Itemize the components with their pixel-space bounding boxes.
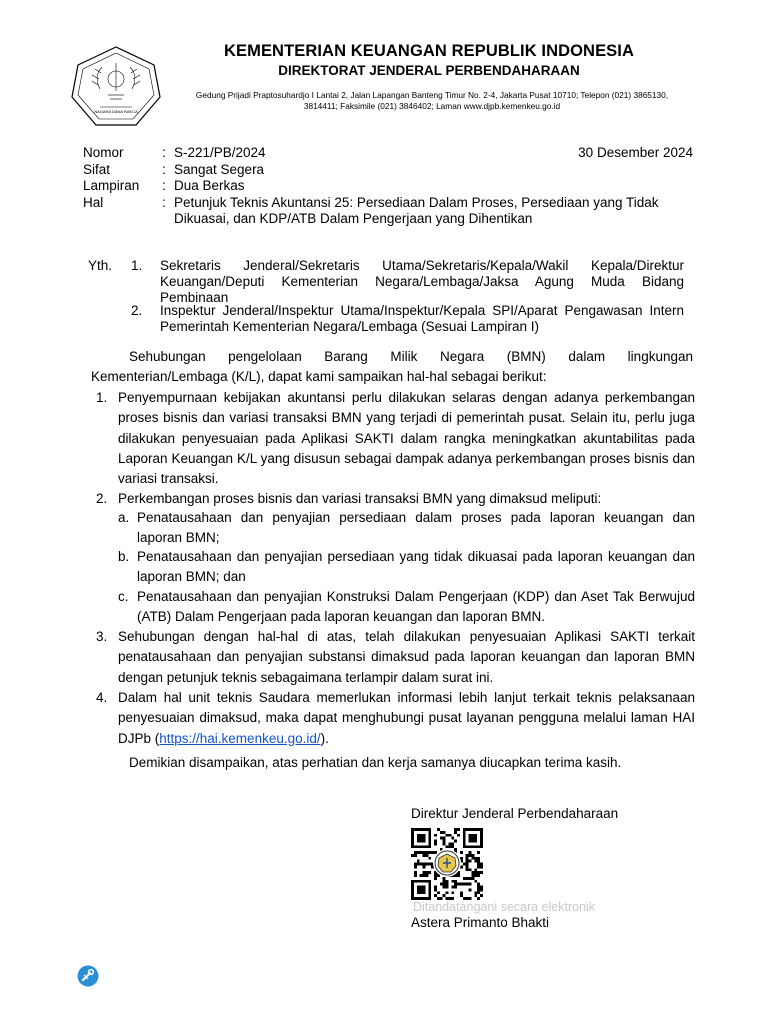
body-item-3: Sehubungan dengan hal-hal di atas, telah dilakukan penyesuaian Aplikasi SAKTI terkait penatausahaan dan penyajian substansi dimaksud pada laporan keuangan dan laporan BMN dengan petunjuk teknis sebagaimana terlampir dalam surat ini.: [118, 629, 695, 685]
meta-sifat-label: Sifat: [83, 162, 111, 177]
item-4-text: Dalam hal unit teknis Saudara memerlukan informasi lebih lanjut terkait teknis pelaksanaan penyesuaian dimaksud, maka dapat menghubungi pusat layanan pengguna melalui laman HAI DJPb (: [118, 690, 695, 746]
list-number: 3.: [96, 629, 108, 644]
meta-colon: :: [162, 145, 166, 160]
meta-hal-label: Hal: [83, 195, 104, 210]
sublist-letter: b.: [118, 549, 130, 564]
body-closing: Demikian disampaikan, atas perhatian dan kerja samanya diucapkan terima kasih.: [129, 755, 622, 770]
letter-date: 30 Desember 2024: [578, 145, 693, 160]
recipients-prefix: Yth.: [88, 258, 113, 273]
logo-motto: NAGARA DANA RAKCA: [94, 109, 138, 114]
kemenkeu-logo: [70, 45, 162, 127]
meta-colon: :: [162, 178, 166, 193]
directorate-name: DIREKTORAT JENDERAL PERBENDAHARAAN: [278, 63, 580, 78]
body-subitem-a: Penatausahaan dan penyajian persediaan dalam proses pada laporan keuangan dan laporan BMN;: [137, 510, 695, 546]
document-badge-icon: [77, 965, 99, 987]
body-item-2: Perkembangan proses bisnis dan variasi transaksi BMN yang dimaksud meliputi:: [118, 491, 602, 506]
meta-nomor-label: Nomor: [83, 145, 124, 160]
list-number: 2.: [96, 491, 108, 506]
letterhead-address: [172, 90, 692, 112]
item-4-text-end: ).: [320, 730, 329, 746]
meta-colon: :: [162, 195, 166, 210]
meta-nomor-value: S-221/PB/2024: [174, 145, 266, 160]
meta-lampiran-label: Lampiran: [83, 178, 140, 193]
list-number: 1.: [96, 390, 108, 405]
recipient-number: 1.: [131, 258, 143, 273]
e-signature-note: Ditandatangani secara elektronik: [413, 900, 596, 914]
body-intro: Sehubungan pengelolaan Barang Milik Negara (BMN) dalam lingkungan Kementerian/Lembaga (K/L), dapat kami sampaikan hal-hal sebagai berikut:: [91, 349, 693, 385]
ministry-name: KEMENTERIAN KEUANGAN REPUBLIK INDONESIA: [223, 42, 634, 60]
list-number: 4.: [96, 690, 108, 705]
signatory-name: Astera Primanto Bhakti: [411, 915, 550, 930]
sublist-letter: c.: [118, 589, 129, 604]
recipient-1: Sekretaris Jenderal/Sekretaris Utama/Sekretaris/Kepala/Wakil Kepala/Direktur Keuangan/Deputi Kementerian Negara/Lembaga/Jaksa Agung Muda Bidang Pembinaan: [160, 258, 684, 305]
body-item-1: Penyempurnaan kebijakan akuntansi perlu dilakukan selaras dengan adanya perkembangan proses bisnis dan variasi transaksi BMN yang terjadi di pemerintah pusat. Selain itu, perlu juga dilakukan penyesuaian pada Aplikasi SAKTI dalam rangka meningkatkan akuntabilitas pada Laporan Keuangan K/L yang disusun sebagai dampak adanya perkembangan proses bisnis dan variasi transaksi.: [118, 390, 695, 487]
hai-djpb-link[interactable]: https://hai.kemenkeu.go.id/: [159, 730, 321, 746]
address-line-2: 3814411; Faksimile (021) 3846402; Laman www.djpb.kemenkeu.go.id: [303, 101, 561, 111]
recipient-2: Inspektur Jenderal/Inspektur Utama/Inspektur/Kepala SPI/Aparat Pengawasan Intern Pemerintah Kementerian Negara/Lembaga (Sesuai Lampiran I): [160, 303, 684, 334]
sublist-letter: a.: [118, 510, 130, 525]
body-subitem-c: Penatausahaan dan penyajian Konstruksi Dalam Pengerjaan (KDP) dan Aset Tak Berwujud (ATB) Dalam Pengerjaan pada laporan keuangan dan laporan BMN.: [137, 589, 695, 625]
qr-emblem: [433, 849, 461, 877]
meta-colon: :: [162, 162, 166, 177]
meta-hal-value: Petunjuk Teknis Akuntansi 25: Persediaan Dalam Proses, Persediaan yang Tidak Dikuasai, dan KDP/ATB Dalam Pengerjaan yang Dihentikan: [174, 195, 659, 226]
meta-lampiran-value: Dua Berkas: [174, 178, 245, 193]
signatory-title: Direktur Jenderal Perbendaharaan: [411, 806, 619, 821]
recipient-number: 2.: [131, 303, 143, 318]
body-item-4: [118, 688, 695, 749]
meta-sifat-value: Sangat Segera: [174, 162, 265, 177]
body-subitem-b: Penatausahaan dan penyajian persediaan yang tidak dikuasai pada laporan keuangan dan laporan BMN; dan: [137, 549, 695, 585]
address-line-1: Gedung Prijadi Praptosuhardjo I Lantai 2, Jalan Lapangan Banteng Timur No. 2-4, Jakarta Pusat 10710; Telepon (021) 3865130,: [195, 90, 669, 100]
